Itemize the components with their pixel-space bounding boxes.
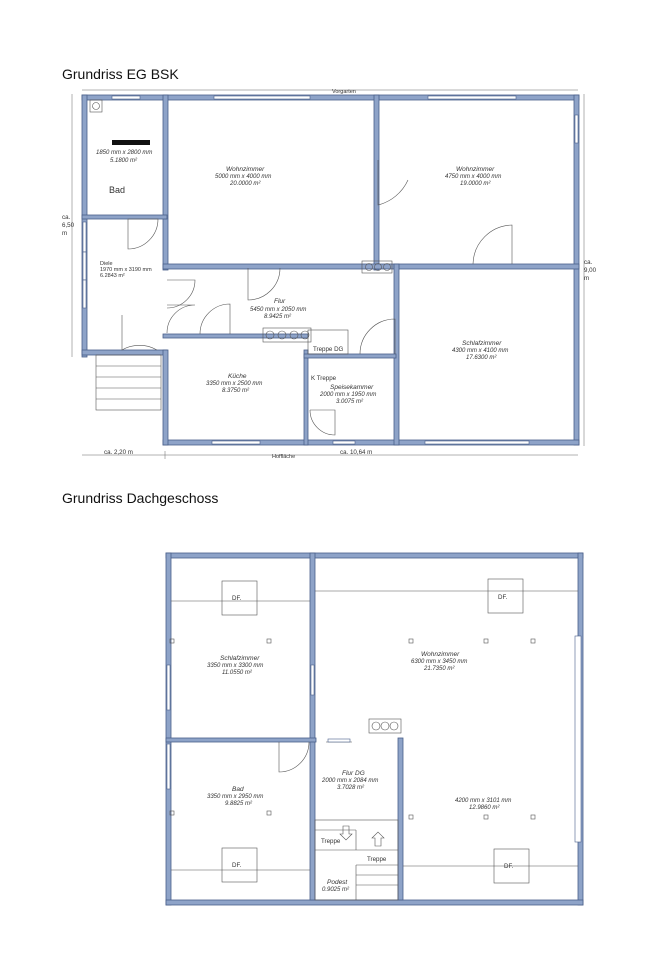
eg-flur-area: 8.9425 m² — [264, 314, 292, 320]
eg-wall-speise — [304, 350, 308, 445]
eg-entrance-steps — [96, 355, 161, 410]
dg-door-bad — [279, 742, 309, 772]
dg-flur-size: 2000 mm x 2084 mm — [322, 778, 379, 784]
dg-df-label-1: DF. — [232, 595, 242, 602]
eg-kueche-area: 8.3750 m² — [222, 388, 250, 394]
eg-door-bad — [128, 219, 158, 249]
dg-wall-left — [166, 553, 171, 905]
eg-dim-bottom-right: ca. 10,64 m — [340, 449, 373, 456]
eg-door-flur1 — [167, 280, 195, 308]
eg-schlaf-area: 17.6300 m² — [466, 355, 497, 361]
eg-wall-kueche-left — [163, 350, 168, 445]
dg-treppe-2: Treppe — [367, 856, 387, 863]
dg-bad-name: Bad — [232, 786, 244, 793]
dg-df-label-3: DF. — [232, 862, 242, 869]
dg-bad-size: 3350 mm x 2950 mm — [207, 794, 264, 800]
eg-dim-right-3: m — [584, 275, 590, 282]
eg-toilet-icon — [90, 100, 102, 112]
eg-wall-bad — [82, 215, 167, 219]
dg-podest-name: Podest — [327, 879, 348, 886]
eg-wohn1-area: 20.0000 m² — [230, 181, 261, 187]
eg-window-10 — [575, 115, 578, 143]
eg-door-wohn2 — [473, 225, 512, 264]
dg-schlaf-name: Schlafzimmer — [220, 655, 260, 662]
dg-wall-int1 — [310, 553, 315, 900]
eg-door-speise — [310, 410, 335, 435]
eg-wohn2-area: 19.0000 m² — [460, 181, 491, 187]
eg-schlaf-name: Schlafzimmer — [462, 340, 502, 347]
eg-dim-left-2: 6,50 — [62, 222, 75, 229]
eg-window-7 — [212, 441, 260, 444]
eg-dim-right-2: 9,00 — [584, 267, 597, 274]
eg-diele-size: 1970 mm x 3190 mm — [100, 267, 152, 273]
dg-wohn-name: Wohnzimmer — [421, 651, 460, 658]
eg-door-diele — [122, 315, 157, 350]
eg-kueche-name: Küche — [228, 373, 247, 380]
dg-window-3 — [575, 636, 581, 842]
eg-dim-left-3: m — [62, 230, 68, 237]
dg-extra-size: 4200 mm x 3101 mm — [455, 798, 512, 804]
eg-wall-diele-bottom — [82, 350, 167, 355]
eg-schlaf-size: 4300 mm x 4100 mm — [452, 348, 509, 354]
eg-hoffflaeche-label: Hoffläche — [272, 454, 296, 460]
dg-wohn-size: 6300 mm x 3450 mm — [411, 659, 468, 665]
eg-window-6 — [83, 280, 86, 308]
eg-wall-speise-top — [304, 354, 396, 358]
eg-dim-right-1: ca. — [584, 259, 593, 266]
dg-wall-int2 — [166, 738, 316, 742]
dg-door-threshold — [328, 739, 350, 742]
eg-speise-area: 3.0075 m² — [336, 399, 364, 405]
dg-flur-name: Flur DG — [342, 770, 365, 777]
eg-window-8 — [333, 441, 355, 444]
eg-redaction-bar — [112, 140, 150, 145]
eg-door-schlaf — [360, 319, 395, 354]
dg-window-1 — [167, 665, 170, 710]
eg-title: Grundriss EG BSK — [62, 66, 179, 82]
eg-diele-area: 6.2843 m² — [100, 273, 125, 279]
eg-flur-name: Flur — [274, 298, 286, 305]
dg-extra-area: 12.9860 m² — [469, 805, 500, 811]
dg-window-2 — [167, 744, 170, 789]
dg-wall-int3 — [398, 738, 403, 900]
eg-wohn2-name: Wohnzimmer — [456, 166, 495, 173]
eg-window-3 — [428, 96, 516, 99]
eg-kueche-size: 3350 mm x 2500 mm — [206, 381, 263, 387]
eg-k-treppe: K Treppe — [311, 375, 337, 382]
eg-bad-size: 1850 mm x 2800 mm — [96, 150, 153, 156]
dg-treppe-1: Treppe — [321, 838, 341, 845]
eg-wohn1-size: 5000 mm x 4000 mm — [215, 174, 272, 180]
dg-podest-area: 0.9025 m² — [322, 887, 350, 893]
eg-wall-int1 — [163, 95, 168, 270]
dg-wall-bottom — [166, 900, 583, 905]
eg-door-wohn — [378, 160, 408, 205]
eg-dim-bottom-left: ca. 2,20 m — [104, 449, 133, 456]
eg-window-9 — [425, 441, 529, 444]
eg-door-flur2 — [167, 305, 195, 333]
dg-window-4 — [311, 665, 314, 695]
dg-schlaf-area: 11.0550 m² — [222, 670, 252, 676]
eg-flur-size: 5450 mm x 2050 mm — [250, 307, 307, 313]
dg-title: Grundriss Dachgeschoss — [62, 490, 219, 506]
eg-wohn1-name: Wohnzimmer — [226, 166, 265, 173]
eg-window-1 — [112, 96, 140, 99]
dg-df-label-2: DF. — [498, 594, 508, 601]
eg-window-5 — [83, 252, 86, 280]
eg-wohn2-size: 4750 mm x 4000 mm — [445, 174, 502, 180]
dg-wohn-area: 21.7350 m² — [424, 666, 455, 672]
dg-radiator — [369, 719, 401, 733]
dg-df-label-4: DF. — [504, 863, 514, 870]
dg-schlaf-size: 3350 mm x 3300 mm — [207, 663, 264, 669]
eg-door-flur3 — [248, 268, 280, 300]
eg-bad-area: 5.1800 m² — [110, 158, 138, 164]
eg-speise-size: 2000 mm x 1950 mm — [320, 392, 377, 398]
eg-window-2 — [214, 96, 310, 99]
eg-window-4 — [83, 222, 86, 252]
dg-bad-area: 9.8825 m² — [225, 801, 253, 807]
dg-plan — [166, 553, 583, 905]
dg-wall-top — [166, 553, 583, 558]
eg-bad-label: Bad — [109, 185, 126, 195]
eg-wall-right — [574, 95, 579, 445]
eg-vorgarten-label: Vorgarten — [332, 89, 356, 95]
dg-flur-area: 3.7028 m² — [337, 785, 365, 791]
eg-wall-mid — [163, 264, 579, 269]
eg-plan — [62, 89, 597, 460]
eg-door-kueche — [200, 304, 230, 334]
eg-dim-left-1: ca. — [62, 214, 71, 221]
eg-speise-name: Speisekammer — [330, 384, 374, 391]
eg-treppe-dg: Treppe DG — [313, 346, 344, 353]
eg-diele-name: Diele — [100, 261, 113, 267]
